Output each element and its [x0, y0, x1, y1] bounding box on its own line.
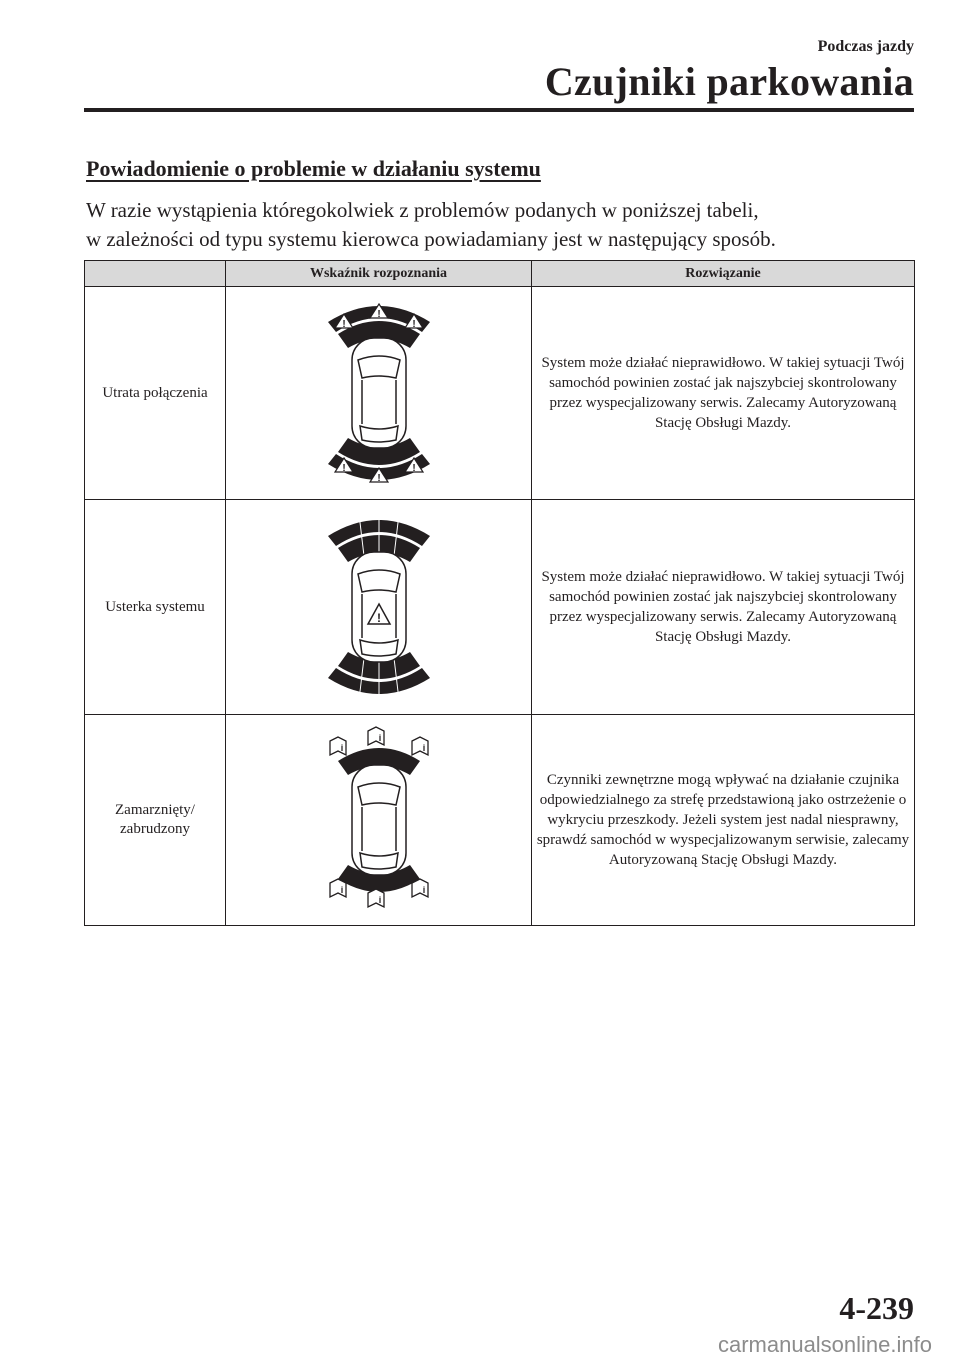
column-header-condition [85, 261, 226, 287]
svg-text:!: ! [376, 309, 381, 320]
car-sensor-info-icon [324, 725, 434, 915]
svg-text:!: ! [376, 473, 381, 484]
indicator-cell [226, 287, 532, 500]
table-row [85, 500, 915, 715]
svg-text:i: i [378, 733, 381, 743]
condition-cell: Zamarznięty/ zabrudzony [85, 715, 226, 926]
page-number: 4-239 [839, 1290, 914, 1326]
solution-cell: System może działać nieprawidłowo. W takiej sytuacji Twój samochód powinien zostać jak najszybciej skontrolowany przez wyspecjalizowany serwis. Zalecamy Autoryzowaną Stację Obsługi Mazdy. [532, 500, 915, 715]
watermark: carmanualsonline.info [717, 1332, 932, 1357]
solution-cell: Czynniki zewnętrzne mogą wpływać na działanie czujnika odpowiedzialnego za strefę przedstawioną jako ostrzeżenie o wykryciu przeszkody. Jeżeli system jest nadal niesprawny, sprawdź samochód w wyspecjalizowanym serwisie, zalecamy Autoryzowaną Stację Obsługi Mazdy. [532, 715, 915, 926]
svg-text:!: ! [376, 611, 381, 625]
condition-cell: Usterka systemu [85, 500, 226, 715]
indicator-cell [226, 715, 532, 926]
column-header-solution: Rozwiązanie [532, 261, 915, 287]
table-row [85, 715, 915, 926]
svg-text:!: ! [411, 463, 416, 474]
solution-cell: System może działać nieprawidłowo. W takiej sytuacji Twój samochód powinien zostać jak najszybciej skontrolowany przez wyspecjalizowany serwis. Zalecamy Autoryzowaną Stację Obsługi Mazdy. [532, 287, 915, 500]
column-header-indicator: Wskaźnik rozpoznania [226, 261, 532, 287]
table-row [85, 287, 915, 500]
intro-paragraph [86, 196, 886, 254]
svg-text:!: ! [411, 319, 416, 330]
car-system-fault-icon [324, 512, 434, 702]
svg-text:!: ! [341, 319, 346, 330]
svg-text:i: i [340, 743, 343, 753]
svg-text:i: i [340, 885, 343, 895]
table-header-row [85, 261, 915, 287]
status-table [84, 260, 915, 926]
car-warning-triangles-icon [324, 298, 434, 488]
condition-cell: Utrata połączenia [85, 287, 226, 500]
intro-line-1: W razie wystąpienia któregokolwiek z problemów podanych w poniższej tabeli, [86, 198, 759, 222]
intro-line-2: w zależności od typu systemu kierowca powiadamiany jest w następujący sposób. [86, 227, 776, 251]
svg-text:i: i [378, 895, 381, 905]
svg-text:i: i [422, 885, 425, 895]
svg-text:i: i [422, 743, 425, 753]
svg-text:!: ! [341, 463, 346, 474]
indicator-cell [226, 500, 532, 715]
section-heading: Powiadomienie o problemie w działaniu systemu [86, 156, 541, 181]
header-rule [84, 108, 914, 112]
running-header-section: Podczas jazdy [817, 38, 914, 55]
page-title: Czujniki parkowania [544, 59, 914, 104]
